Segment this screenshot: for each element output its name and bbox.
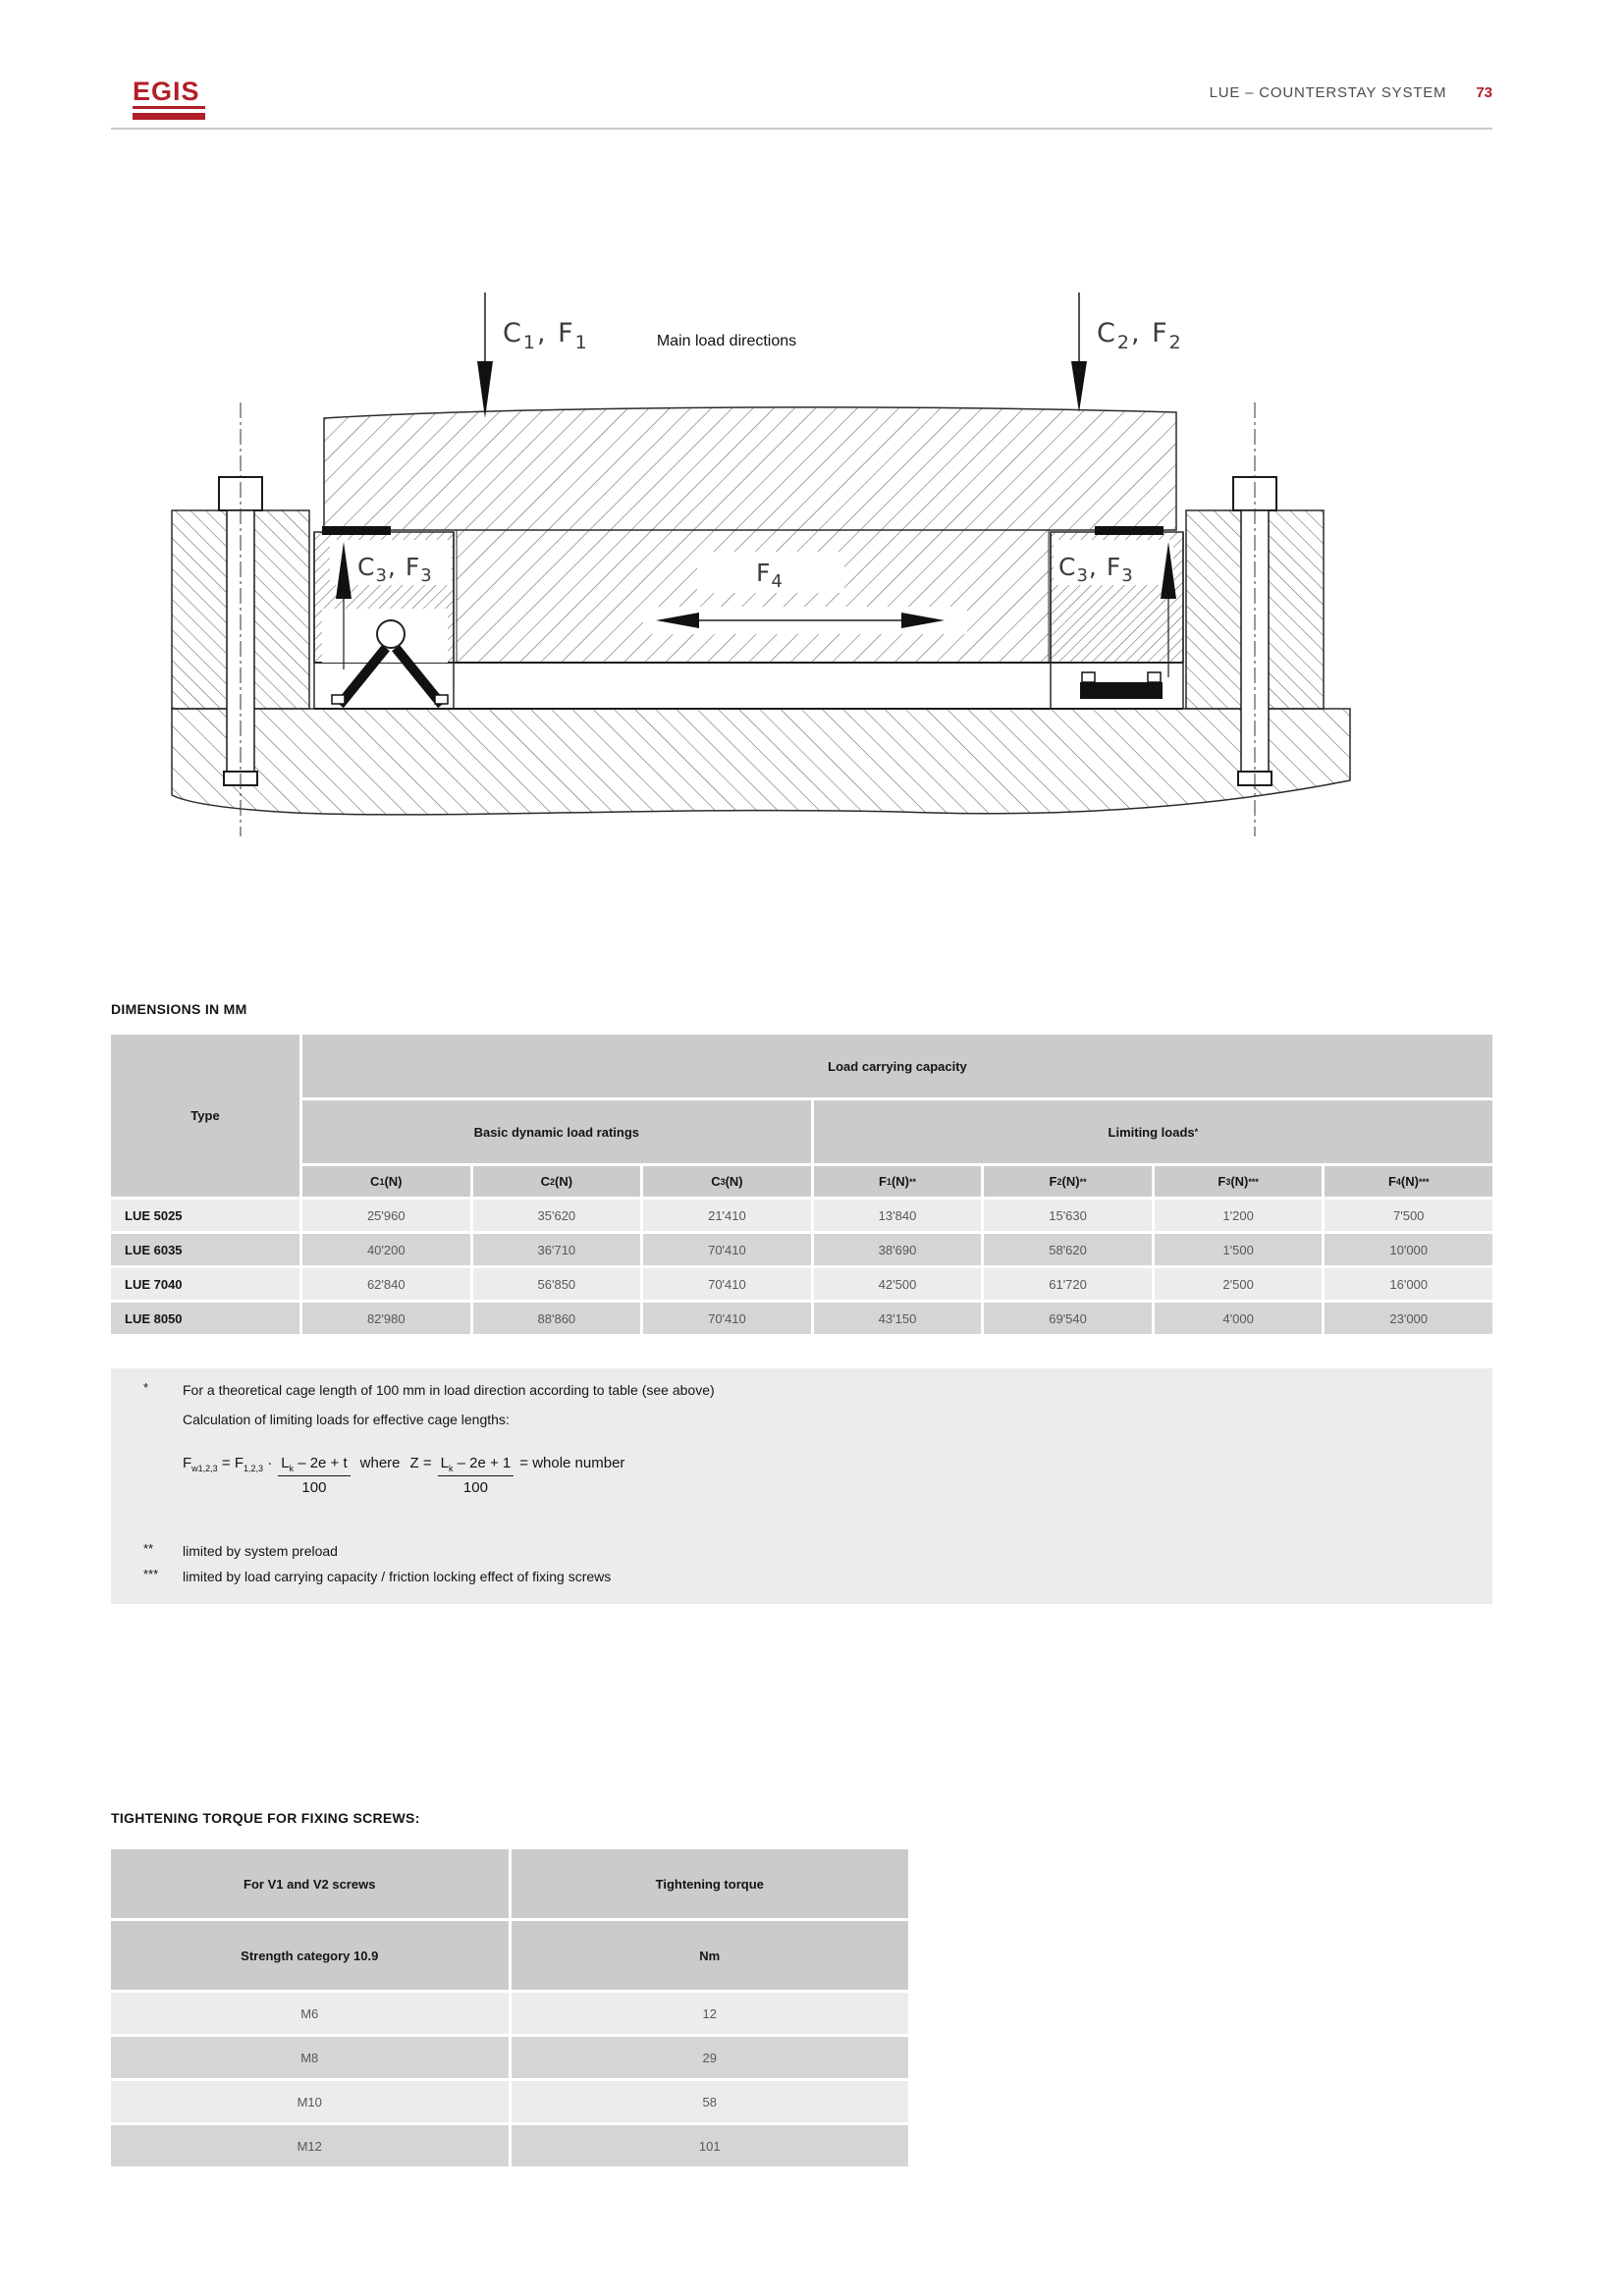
preload-strip-right (1095, 526, 1164, 535)
dimensions-title: DIMENSIONS IN MM (111, 1001, 247, 1017)
value-cell: 36'710 (473, 1234, 641, 1265)
load-arrow-c2 (1071, 293, 1087, 412)
value-cell: 25'960 (302, 1200, 470, 1231)
egis-logo-text: EGIS (133, 79, 205, 109)
value-cell: 21'410 (643, 1200, 811, 1231)
value-cell: 82'980 (302, 1303, 470, 1334)
subgroup-limiting-loads: Limiting loads * (814, 1100, 1492, 1163)
torque-col2-header: Tightening torque (512, 1849, 909, 1918)
value-cell: 62'840 (302, 1268, 470, 1300)
value-cell: 43'150 (814, 1303, 982, 1334)
value-cell: 10'000 (1325, 1234, 1492, 1265)
egis-logo (133, 79, 205, 120)
type-cell: LUE 7040 (111, 1268, 299, 1300)
label-f4: $F_4$ (756, 559, 784, 592)
load-capacity-table (111, 1035, 1492, 1334)
drawing-title: Main load directions (656, 333, 797, 349)
value-cell: 16'000 (1325, 1268, 1492, 1300)
value-cell: 40'200 (302, 1234, 470, 1265)
value-cell: 23'000 (1325, 1303, 1492, 1334)
preload-strip-left (322, 526, 391, 535)
torque-value-cell: 29 (512, 2037, 909, 2078)
value-cell: 69'540 (984, 1303, 1152, 1334)
col-header-f2: F 2 (N) ** (984, 1166, 1152, 1197)
limiting-load-formula: $F_{w1,2,3} = F_{1,2,3}$ · $\frac{L_k - 2e + t}{100}$ where Z = $\frac{L_k - 2e + 1}{100}$ = whole number (183, 1455, 625, 1496)
screw-size-cell: M10 (111, 2081, 509, 2122)
technical-drawing (147, 285, 1375, 844)
label-c3-f3-right: $C_3$, $F_3$ (1058, 553, 1134, 586)
egis-logo-bar (133, 113, 205, 120)
col-header-f3: F 3 (N) *** (1155, 1166, 1323, 1197)
footnote-triple-star-text: limited by load carrying capacity / friction locking effect of fixing screws (183, 1569, 612, 1584)
value-cell: 42'500 (814, 1268, 982, 1300)
type-column-header: Type (111, 1035, 299, 1197)
tightening-torque-table (111, 1849, 908, 2166)
value-cell: 58'620 (984, 1234, 1152, 1265)
header-divider (111, 128, 1492, 130)
value-cell: 1'500 (1155, 1234, 1323, 1265)
value-cell: 35'620 (473, 1200, 641, 1231)
footnote-star-line2: Calculation of limiting loads for effective cage lengths: (183, 1412, 510, 1427)
value-cell: 4'000 (1155, 1303, 1323, 1334)
value-cell: 1'200 (1155, 1200, 1323, 1231)
col-header-c1: C 1 (N) (302, 1166, 470, 1197)
value-cell: 88'860 (473, 1303, 641, 1334)
label-c1-f1: $C_1$, $F_1$ (503, 318, 589, 353)
group-header-load-carrying-capacity: Load carrying capacity (302, 1035, 1492, 1097)
screw-size-cell: M6 (111, 1993, 509, 2034)
col-header-f1: F 1 (N) ** (814, 1166, 982, 1197)
value-cell: 15'630 (984, 1200, 1152, 1231)
label-c2-f2: $C_2$, $F_2$ (1097, 318, 1183, 353)
torque-value-cell: 12 (512, 1993, 909, 2034)
footnote-star: * (143, 1380, 149, 1395)
value-cell: 70'410 (643, 1234, 811, 1265)
col-header-f4: F 4 (N) *** (1325, 1166, 1492, 1197)
value-cell: 38'690 (814, 1234, 982, 1265)
torque-col1-subheader: Strength category 10.9 (111, 1921, 509, 1990)
base-slab (172, 709, 1350, 815)
footnote-triple-star: *** (143, 1567, 159, 1581)
value-cell: 7'500 (1325, 1200, 1492, 1231)
roller-circle (377, 620, 405, 648)
torque-value-cell: 58 (512, 2081, 909, 2122)
torque-col1-header: For V1 and V2 screws (111, 1849, 509, 1918)
value-cell: 70'410 (643, 1303, 811, 1334)
header-right (1210, 84, 1492, 101)
value-cell: 70'410 (643, 1268, 811, 1300)
value-cell: 61'720 (984, 1268, 1152, 1300)
footnote-double-star: ** (143, 1541, 154, 1556)
type-cell: LUE 8050 (111, 1303, 299, 1334)
label-c3-f3-left: $C_3$, $F_3$ (357, 553, 433, 586)
footnotes-panel (111, 1368, 1492, 1604)
value-cell: 13'840 (814, 1200, 982, 1231)
page-title: LUE – COUNTERSTAY SYSTEM (1209, 84, 1447, 101)
fraction-1: $\frac{L_k - 2e + t}{100}$ (278, 1455, 350, 1496)
screw-size-cell: M8 (111, 2037, 509, 2078)
page-number: 73 (1476, 84, 1492, 101)
load-arrow-c1 (477, 293, 493, 418)
torque-title: TIGHTENING TORQUE FOR FIXING SCREWS: (111, 1810, 420, 1826)
footnote-star-line1: For a theoretical cage length of 100 mm in load direction according to table (see above) (183, 1382, 715, 1398)
flat-roller (1080, 682, 1163, 699)
torque-value-cell: 101 (512, 2125, 909, 2166)
screw-size-cell: M12 (111, 2125, 509, 2166)
fraction-2: $\frac{L_k - 2e + 1}{100}$ (438, 1455, 514, 1496)
col-header-c2: C 2 (N) (473, 1166, 641, 1197)
type-cell: LUE 6035 (111, 1234, 299, 1265)
footnote-double-star-text: limited by system preload (183, 1543, 338, 1559)
value-cell: 2'500 (1155, 1268, 1323, 1300)
value-cell: 56'850 (473, 1268, 641, 1300)
type-cell: LUE 5025 (111, 1200, 299, 1231)
torque-col2-subheader: Nm (512, 1921, 909, 1990)
col-header-c3: C 3 (N) (643, 1166, 811, 1197)
subgroup-basic-dynamic: Basic dynamic load ratings (302, 1100, 811, 1163)
